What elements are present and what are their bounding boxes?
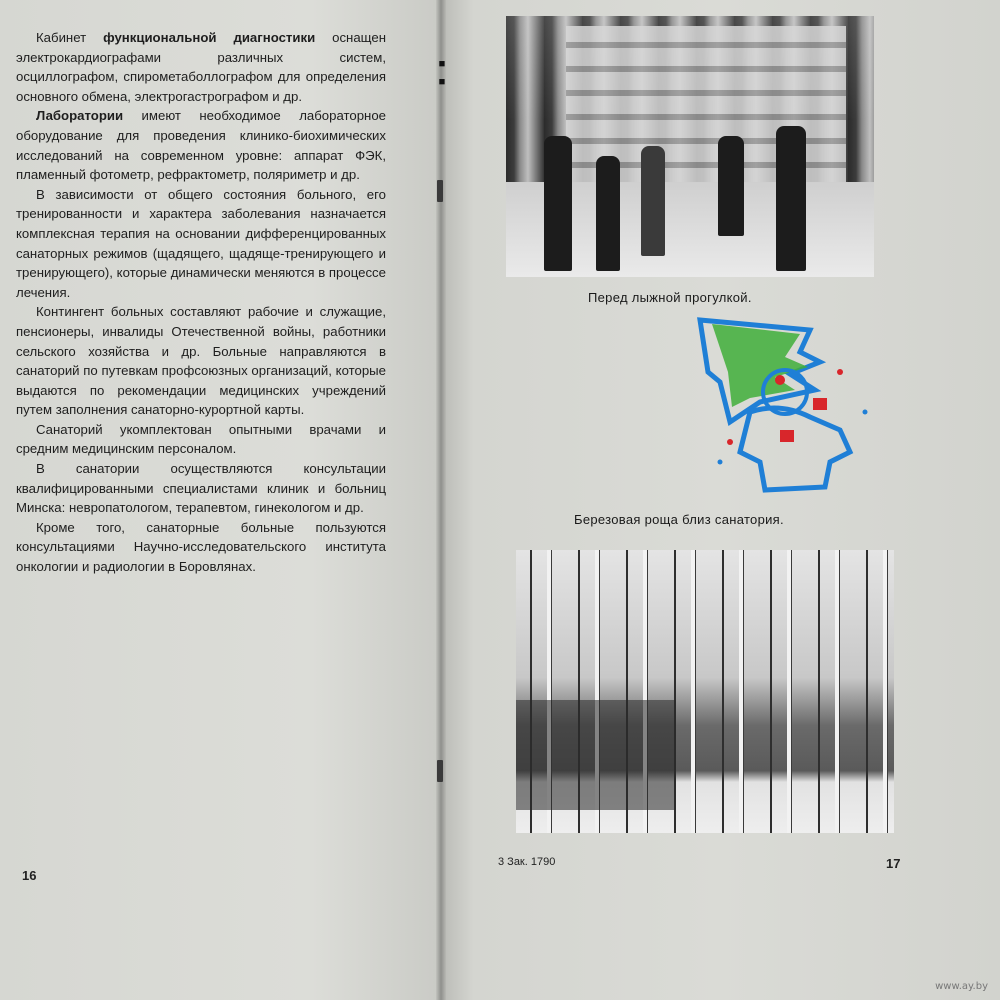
skier-figure: [718, 136, 744, 236]
caption-birch-grove: Березовая роща близ санатория.: [574, 512, 784, 527]
caption-ski-walk: Перед лыжной прогулкой.: [588, 290, 752, 305]
paragraph-2-rest: имеют необходимое лабораторное оборудование для проведения клинико-биохимических исследований на современном уровне: аппарат ФЭК, пламенный фотометр, рефрактометр, поляриметр и др.: [16, 108, 386, 183]
book-spine: [436, 0, 446, 1000]
paragraph-3: [16, 185, 386, 303]
paragraph-2: [16, 106, 386, 184]
paragraph-1: [16, 28, 386, 106]
paragraph-2-bold: Лаборатории: [36, 108, 124, 124]
paragraph-4: [16, 302, 386, 420]
left-page: [0, 0, 445, 1000]
photo-birch-grove: [516, 550, 894, 833]
paragraph-6: [16, 459, 386, 518]
watermark: www.ay.by: [935, 981, 988, 992]
paragraph-4-text: Контингент больных составляют рабочие и служащие, пенсионеры, инвалиды Отечественной войны, работники сельского хозяйства и др. Больные направляются в санаторий по путевкам профсоюзных организаций, которые выдаются по рекомендации медицинских учреждений путем заполнения санаторно-курортной карты.: [16, 304, 386, 418]
staple-bottom: [437, 760, 443, 782]
paragraph-1-rest: оснащен электрокардиографами различных систем, осциллографом, спирометаболлографом для определения основного обмена, электрогастрографом и др.: [16, 30, 386, 104]
paragraph-1-lead: Кабинет: [36, 30, 104, 45]
paragraph-1-bold: функциональной диагностики: [103, 30, 316, 45]
print-order-note: 3 Зак. 1790: [498, 856, 556, 868]
paragraph-6-text: В санатории осуществляются консультации квалифицированными специалистами клиник и больниц Минска: невропатологом, терапевтом, гинекологом и др.: [16, 461, 386, 516]
pine-forest-shadow: [516, 700, 676, 810]
photo-ski-walk: [506, 16, 874, 277]
paragraph-3-text: В зависимости от общего состояния больного, его тренированности и характера заболевания назначается комплексная терапия на основании дифференцированных санаторных режимов (щадящего, щадяще-тренирующего и тренирующего), которые динамически меняются в процессе лечения.: [16, 186, 386, 300]
page-number-right: 17: [886, 856, 901, 871]
paragraph-7-text: Кроме того, санаторные больные пользуются консультациями Научно-исследовательского института онкологии и радиологии в Боровлянах.: [16, 519, 386, 575]
skier-figure: [776, 126, 806, 271]
ded-moroz-illustration: [690, 312, 885, 502]
paragraph-7: [16, 518, 386, 577]
skier-figure: [596, 156, 620, 271]
skier-figure: [641, 146, 665, 256]
skier-figure: [544, 136, 572, 271]
page-number-left: 16: [22, 868, 37, 883]
paragraph-5-text: Санаторий укомплектован опытными врачами и средним медицинским персоналом.: [16, 421, 386, 457]
staple-top: [437, 180, 443, 202]
margin-mark: ■: [438, 76, 446, 88]
paragraph-5: [16, 420, 386, 459]
margin-mark: ■: [438, 58, 446, 70]
body-text: [16, 28, 386, 577]
